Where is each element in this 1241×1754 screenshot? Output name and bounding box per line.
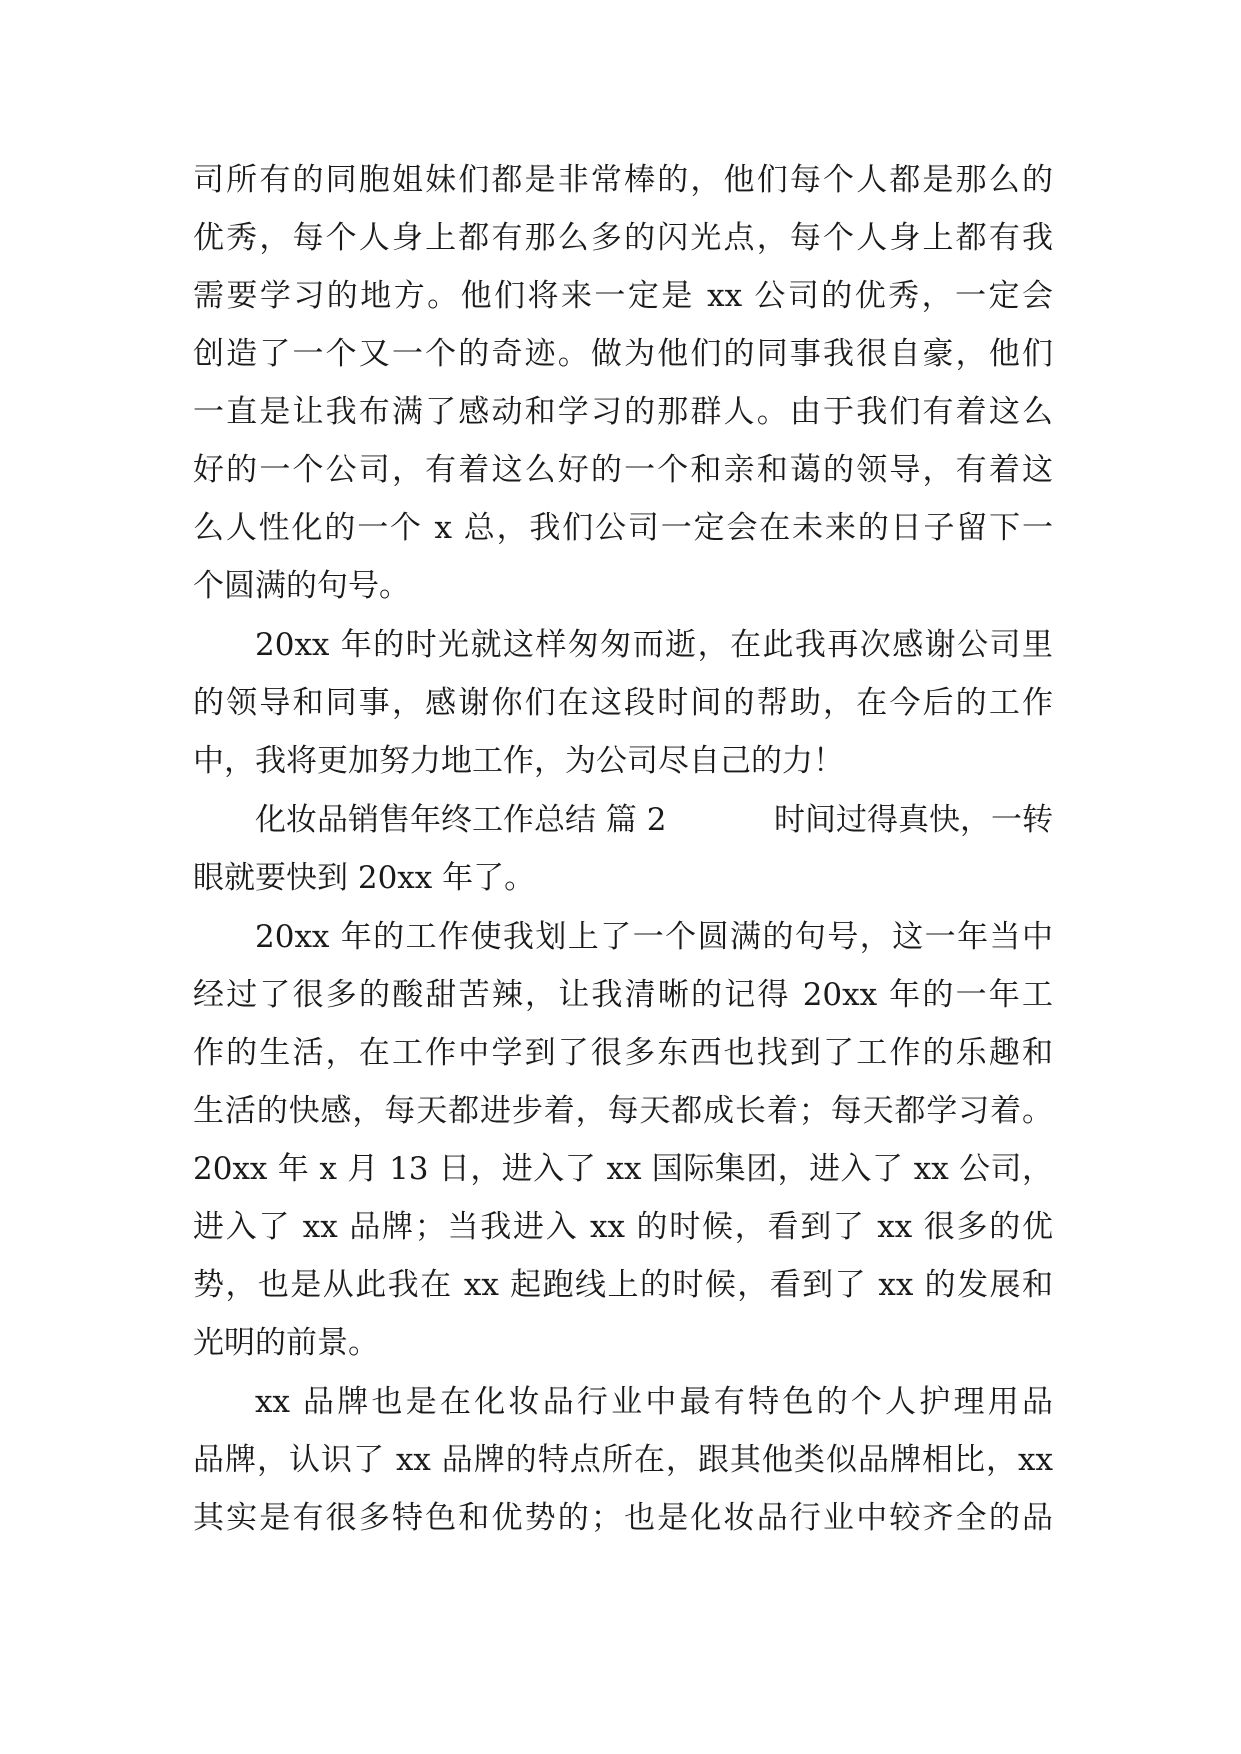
text-line: 其实是有很多特色和优势的；也是化妆品行业中较齐全的品 xyxy=(193,1500,1053,1536)
text-line: 光明的前景。 xyxy=(193,1325,379,1361)
text-line: 创造了一个又一个的奇迹。做为他们的同事我很自豪，他们 xyxy=(193,336,1053,372)
text-line: 20xx 年的工作使我划上了一个圆满的句号，这一年当中 xyxy=(255,919,1053,955)
text-line: 司所有的同胞姐妹们都是非常棒的，他们每个人都是那么的 xyxy=(193,162,1053,198)
text-line: 好的一个公司，有着这么好的一个和亲和蔼的领导，有着这 xyxy=(193,452,1053,488)
text-line: 经过了很多的酸甜苦辣，让我清晰的记得 20xx 年的一年工 xyxy=(193,977,1053,1013)
text-line: 势，也是从此我在 xx 起跑线上的时候，看到了 xx 的发展和 xyxy=(193,1267,1053,1303)
text-line: 20xx 年 x 月 13 日，进入了 xx 国际集团，进入了 xx 公司， xyxy=(193,1151,1053,1187)
text-line: 个圆满的句号。 xyxy=(193,568,410,604)
text-line: 进入了 xx 品牌；当我进入 xx 的时候，看到了 xx 很多的优 xyxy=(193,1209,1053,1245)
text-line: 眼就要快到 20xx 年了。 xyxy=(193,860,536,896)
text-line: 一直是让我布满了感动和学习的那群人。由于我们有着这么 xyxy=(193,394,1053,430)
text-line: 20xx 年的时光就这样匆匆而逝，在此我再次感谢公司里 xyxy=(255,627,1053,663)
text-line: 需要学习的地方。他们将来一定是 xx 公司的优秀，一定会 xyxy=(193,278,1053,314)
section-heading-line xyxy=(255,800,1053,840)
section-heading: 化妆品销售年终工作总结 篇 2 xyxy=(255,802,667,838)
text-line: 品牌，认识了 xx 品牌的特点所在，跟其他类似品牌相比，xx xyxy=(193,1442,1053,1478)
text-line: 时间过得真快，一转 xyxy=(774,802,1053,838)
text-line: xx 品牌也是在化妆品行业中最有特色的个人护理用品 xyxy=(255,1384,1053,1420)
text-line: 优秀，每个人身上都有那么多的闪光点，每个人身上都有我 xyxy=(193,220,1053,256)
text-line: 中，我将更加努力地工作，为公司尽自己的力！ xyxy=(193,743,844,779)
text-line: 生活的快感，每天都进步着，每天都成长着；每天都学习着。 xyxy=(193,1093,1053,1129)
text-line: 作的生活，在工作中学到了很多东西也找到了工作的乐趣和 xyxy=(193,1035,1053,1071)
text-line: 的领导和同事，感谢你们在这段时间的帮助，在今后的工作 xyxy=(193,685,1053,721)
text-line: 么人性化的一个 x 总，我们公司一定会在未来的日子留下一 xyxy=(193,510,1053,546)
